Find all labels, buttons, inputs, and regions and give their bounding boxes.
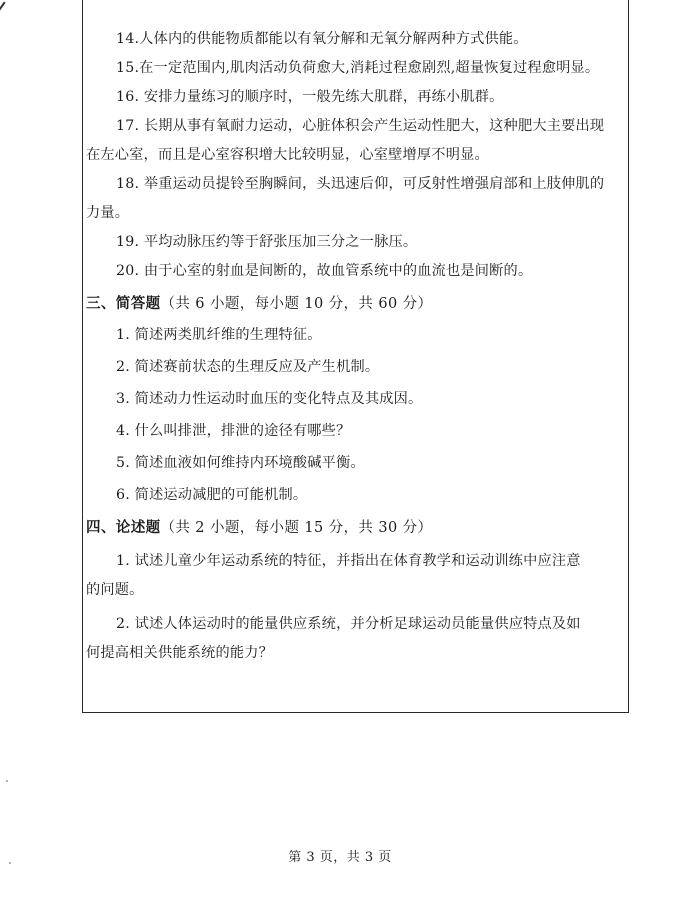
short-answer-question-2: 2. 简述赛前状态的生理反应及产生机制。: [116, 359, 380, 375]
corner-scan-mark: [0, 1, 14, 16]
scan-speck: [6, 780, 8, 782]
short-answer-question-4: 4. 什么叫排泄，排泄的途径有哪些？: [116, 423, 351, 439]
short-answer-question-3: 3. 简述动力性运动时血压的变化特点及其成因。: [116, 391, 423, 407]
section-three-title: 三、简答题: [86, 295, 161, 312]
judgment-item-16: 16. 安排力量练习的顺序时，一般先练大肌群，再练小肌群。: [116, 89, 504, 105]
essay-question-1: 1. 试述儿童少年运动系统的特征，并指出在体育教学和运动训练中应注意: [116, 553, 581, 569]
short-answer-question-6: 6. 简述运动减肥的可能机制。: [116, 487, 308, 503]
page-number-footer: 第 3 页，共 3 页: [288, 850, 392, 865]
judgment-item-19: 19. 平均动脉压约等于舒张压加三分之一脉压。: [116, 234, 418, 250]
short-answer-question-1: 1. 简述两类肌纤维的生理特征。: [116, 327, 322, 343]
section-three-note: （共 6 小题，每小题 10 分，共 60 分）: [160, 296, 433, 312]
essay-question-2: 2. 试述人体运动时的能量供应系统，并分析足球运动员能量供应特点及如: [116, 616, 581, 632]
judgment-item-18-continued: 力量。: [86, 205, 130, 221]
section-four-note: （共 2 小题，每小题 15 分，共 30 分）: [160, 520, 433, 536]
section-four-heading: [86, 516, 432, 537]
essay-question-2-continued: 何提高相关供能系统的能力？: [86, 645, 274, 661]
judgment-item-15: 15.在一定范围内,肌肉活动负荷愈大,消耗过程愈剧烈,超量恢复过程愈明显。: [116, 60, 600, 76]
essay-question-1-continued: 的问题。: [86, 582, 144, 598]
judgment-item-17: 17. 长期从事有氧耐力运动，心脏体积会产生运动性肥大，这种肥大主要出现: [116, 118, 605, 134]
section-three-heading: [86, 292, 432, 313]
judgment-item-20: 20. 由于心室的射血是间断的，故血管系统中的血流也是间断的。: [116, 263, 533, 279]
judgment-item-17-continued: 在左心室，而且是心室容积增大比较明显，心室壁增厚不明显。: [86, 147, 489, 163]
judgment-item-14: 14.人体内的供能物质都能以有氧分解和无氧分解两种方式供能。: [116, 31, 528, 47]
judgment-item-18: 18. 举重运动员提铃至胸瞬间，头迅速后仰，可反射性增强肩部和上肢伸肌的: [116, 176, 605, 192]
scan-speck: [9, 862, 11, 864]
short-answer-question-5: 5. 简述血液如何维持内环境酸碱平衡。: [116, 455, 365, 471]
section-four-title: 四、论述题: [86, 519, 161, 536]
